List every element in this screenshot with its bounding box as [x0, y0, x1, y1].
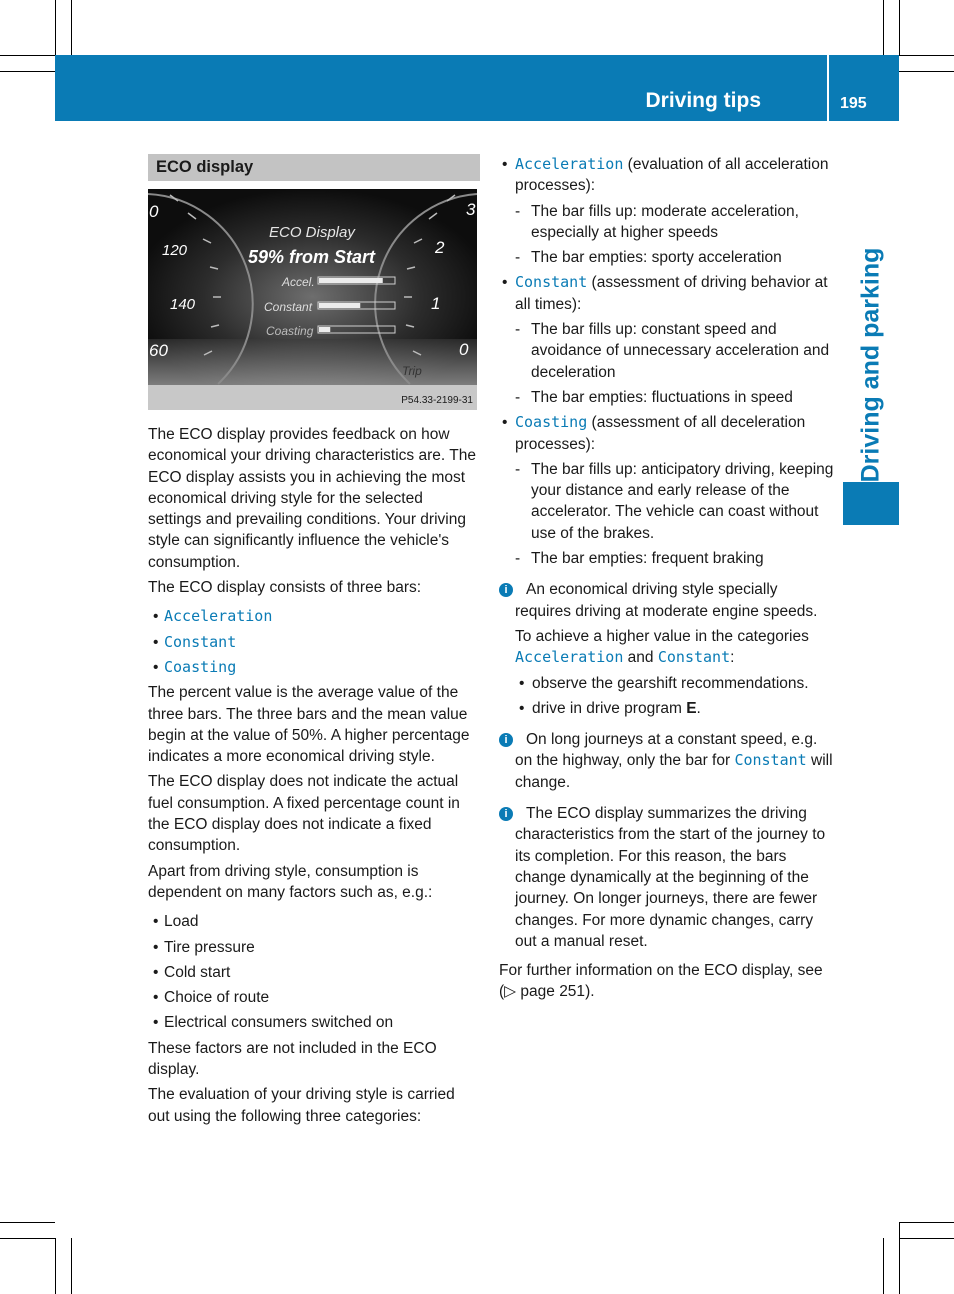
eco-display-image	[148, 189, 477, 410]
crop-mark	[883, 1238, 884, 1294]
category-name: Constant	[515, 273, 588, 292]
chapter-title: Driving tips	[645, 89, 761, 112]
gauge-number: 1	[431, 294, 441, 313]
gauge-number: 2	[435, 238, 445, 257]
crop-mark	[883, 0, 884, 55]
evaluation-paragraph: The evaluation of your driving style is carried out using the following three categories:	[148, 1086, 455, 1125]
info-text: On long journeys at a constant speed, e.g. on the highway, only the bar for Constant will change.	[515, 731, 833, 791]
eco-category: Acceleration	[164, 607, 273, 626]
info-icon: i	[499, 583, 513, 597]
eco-display-title: ECO Display	[269, 224, 355, 241]
sub-item: - The bar empties: fluctuations in speed	[515, 388, 793, 406]
category-item: • Coasting (assessment of all deceleration processes):	[502, 413, 806, 453]
category-item: • Constant (assessment of driving behavior at all times):	[502, 273, 828, 313]
list-item: • Electrical consumers switched on	[153, 1014, 394, 1032]
gauge-number: 0	[149, 202, 159, 221]
crop-mark	[899, 1222, 954, 1223]
header-divider	[827, 55, 829, 121]
crop-mark	[899, 71, 954, 72]
consists-paragraph: The ECO display consists of three bars:	[148, 579, 422, 597]
crop-mark	[55, 0, 56, 55]
info-achieve: To achieve a higher value in the categories Acceleration and Constant:	[515, 627, 809, 667]
bar-label-constant: Constant	[264, 300, 313, 314]
page-header	[55, 55, 899, 121]
list-item: • Acceleration	[153, 607, 273, 626]
drive-program: E	[686, 699, 697, 717]
fuel-paragraph: The ECO display does not indicate the actual fuel consumption. A fixed percentage count in the ECO display does not indicate a fixed consumption.	[148, 773, 460, 855]
info-note	[499, 579, 834, 668]
eco-display-figure	[148, 189, 477, 410]
eco-percent-text: 59% from Start	[248, 247, 376, 267]
info-icon: i	[499, 807, 513, 821]
percent-paragraph: The percent value is the average value of the three bars. The three bars and the mean value begin at the value of 50%. A higher percentage indicates a more economical driving style.	[148, 684, 470, 766]
gauge-number: 60	[149, 341, 168, 360]
list-item: • Constant	[153, 632, 237, 651]
crop-mark	[0, 71, 55, 72]
crop-mark	[55, 1238, 56, 1294]
list-item: • Load	[153, 913, 199, 931]
eco-category: Constant	[164, 632, 237, 651]
not-included-paragraph: These factors are not included in the ECO display.	[148, 1039, 437, 1079]
gauge-number: 3	[466, 200, 476, 219]
right-column	[499, 154, 834, 1007]
category-name: Acceleration	[515, 155, 624, 173]
eco-bar-fill	[319, 327, 330, 332]
category-item: • Acceleration (evaluation of all acceleration processes):	[502, 155, 829, 195]
side-section-label: Driving and parking	[856, 247, 885, 483]
crop-mark	[899, 0, 900, 55]
eco-category: Coasting	[164, 657, 237, 676]
arrow-icon: ▷	[504, 983, 517, 1001]
crop-mark	[899, 55, 954, 56]
page-reference-link[interactable]: page 251	[516, 983, 586, 1001]
left-column	[148, 154, 480, 1131]
bar-label-accel: Accel.	[282, 275, 315, 289]
crop-mark	[0, 1222, 55, 1223]
eco-bar-fill	[319, 303, 360, 308]
info-text: An economical driving style specially requires driving at moderate engine speeds.	[515, 581, 818, 620]
list-item: • drive in drive program E.	[519, 699, 701, 717]
gauge-number: 140	[170, 296, 196, 313]
crop-mark	[899, 1238, 954, 1239]
list-item: • Tire pressure	[153, 938, 255, 956]
gauge-number: 120	[162, 242, 188, 259]
sub-item: - The bar fills up: moderate acceleration, especially at higher speeds	[515, 202, 799, 241]
crop-mark	[0, 1238, 55, 1239]
list-item: • Choice of route	[153, 989, 270, 1007]
crop-mark	[71, 1238, 72, 1294]
sub-item: - The bar fills up: constant speed and avoidance of unnecessary acceleration and deceleration	[515, 321, 830, 381]
crop-mark	[71, 0, 72, 55]
gauge-number: 0	[459, 340, 469, 359]
intro-paragraph: The ECO display provides feedback on how economical your driving characteristics are. The ECO display assists you in achieving the most economical driving style for the selected settings and prevailing conditions. Your driving style can significantly influence the vehicle's consumption.	[148, 426, 476, 571]
info-text: The ECO display summarizes the driving characteristics from the start of the journey to its completion. For this reason, the bars change dynamically at the beginning of the journey. On longer journeys, there are fewer changes. For more dynamic changes, carry out a manual reset.	[515, 805, 826, 950]
bar-label-coasting: Coasting	[266, 324, 314, 338]
list-item: • Coasting	[153, 657, 237, 676]
side-tab	[843, 482, 899, 525]
info-note	[499, 803, 834, 952]
category-name: Coasting	[515, 413, 588, 432]
eco-bar-fill	[319, 278, 383, 283]
factors-intro: Apart from driving style, consumption is dependent on many factors such as, e.g.:	[148, 862, 433, 901]
page-number: 195	[840, 95, 867, 112]
section-title: ECO display	[148, 154, 480, 181]
list-item: • observe the gearshift recommendations.	[519, 674, 809, 692]
info-note	[499, 729, 834, 793]
trip-label: Trip	[402, 364, 422, 378]
crop-mark	[0, 55, 55, 56]
sub-item: - The bar fills up: anticipatory driving, keeping your distance and early release of the accelerator. The vehicle can coast without use of the brakes.	[515, 460, 834, 542]
sub-item: - The bar empties: frequent braking	[515, 550, 764, 568]
figure-caption-code: P54.33-2199-31	[401, 395, 473, 406]
info-icon: i	[499, 733, 513, 747]
further-info: For further information on the ECO display, see (▷ page 251).	[499, 962, 823, 1001]
crop-mark	[899, 1222, 900, 1294]
sub-item: - The bar empties: sporty acceleration	[515, 249, 782, 267]
list-item: • Cold start	[153, 963, 231, 981]
